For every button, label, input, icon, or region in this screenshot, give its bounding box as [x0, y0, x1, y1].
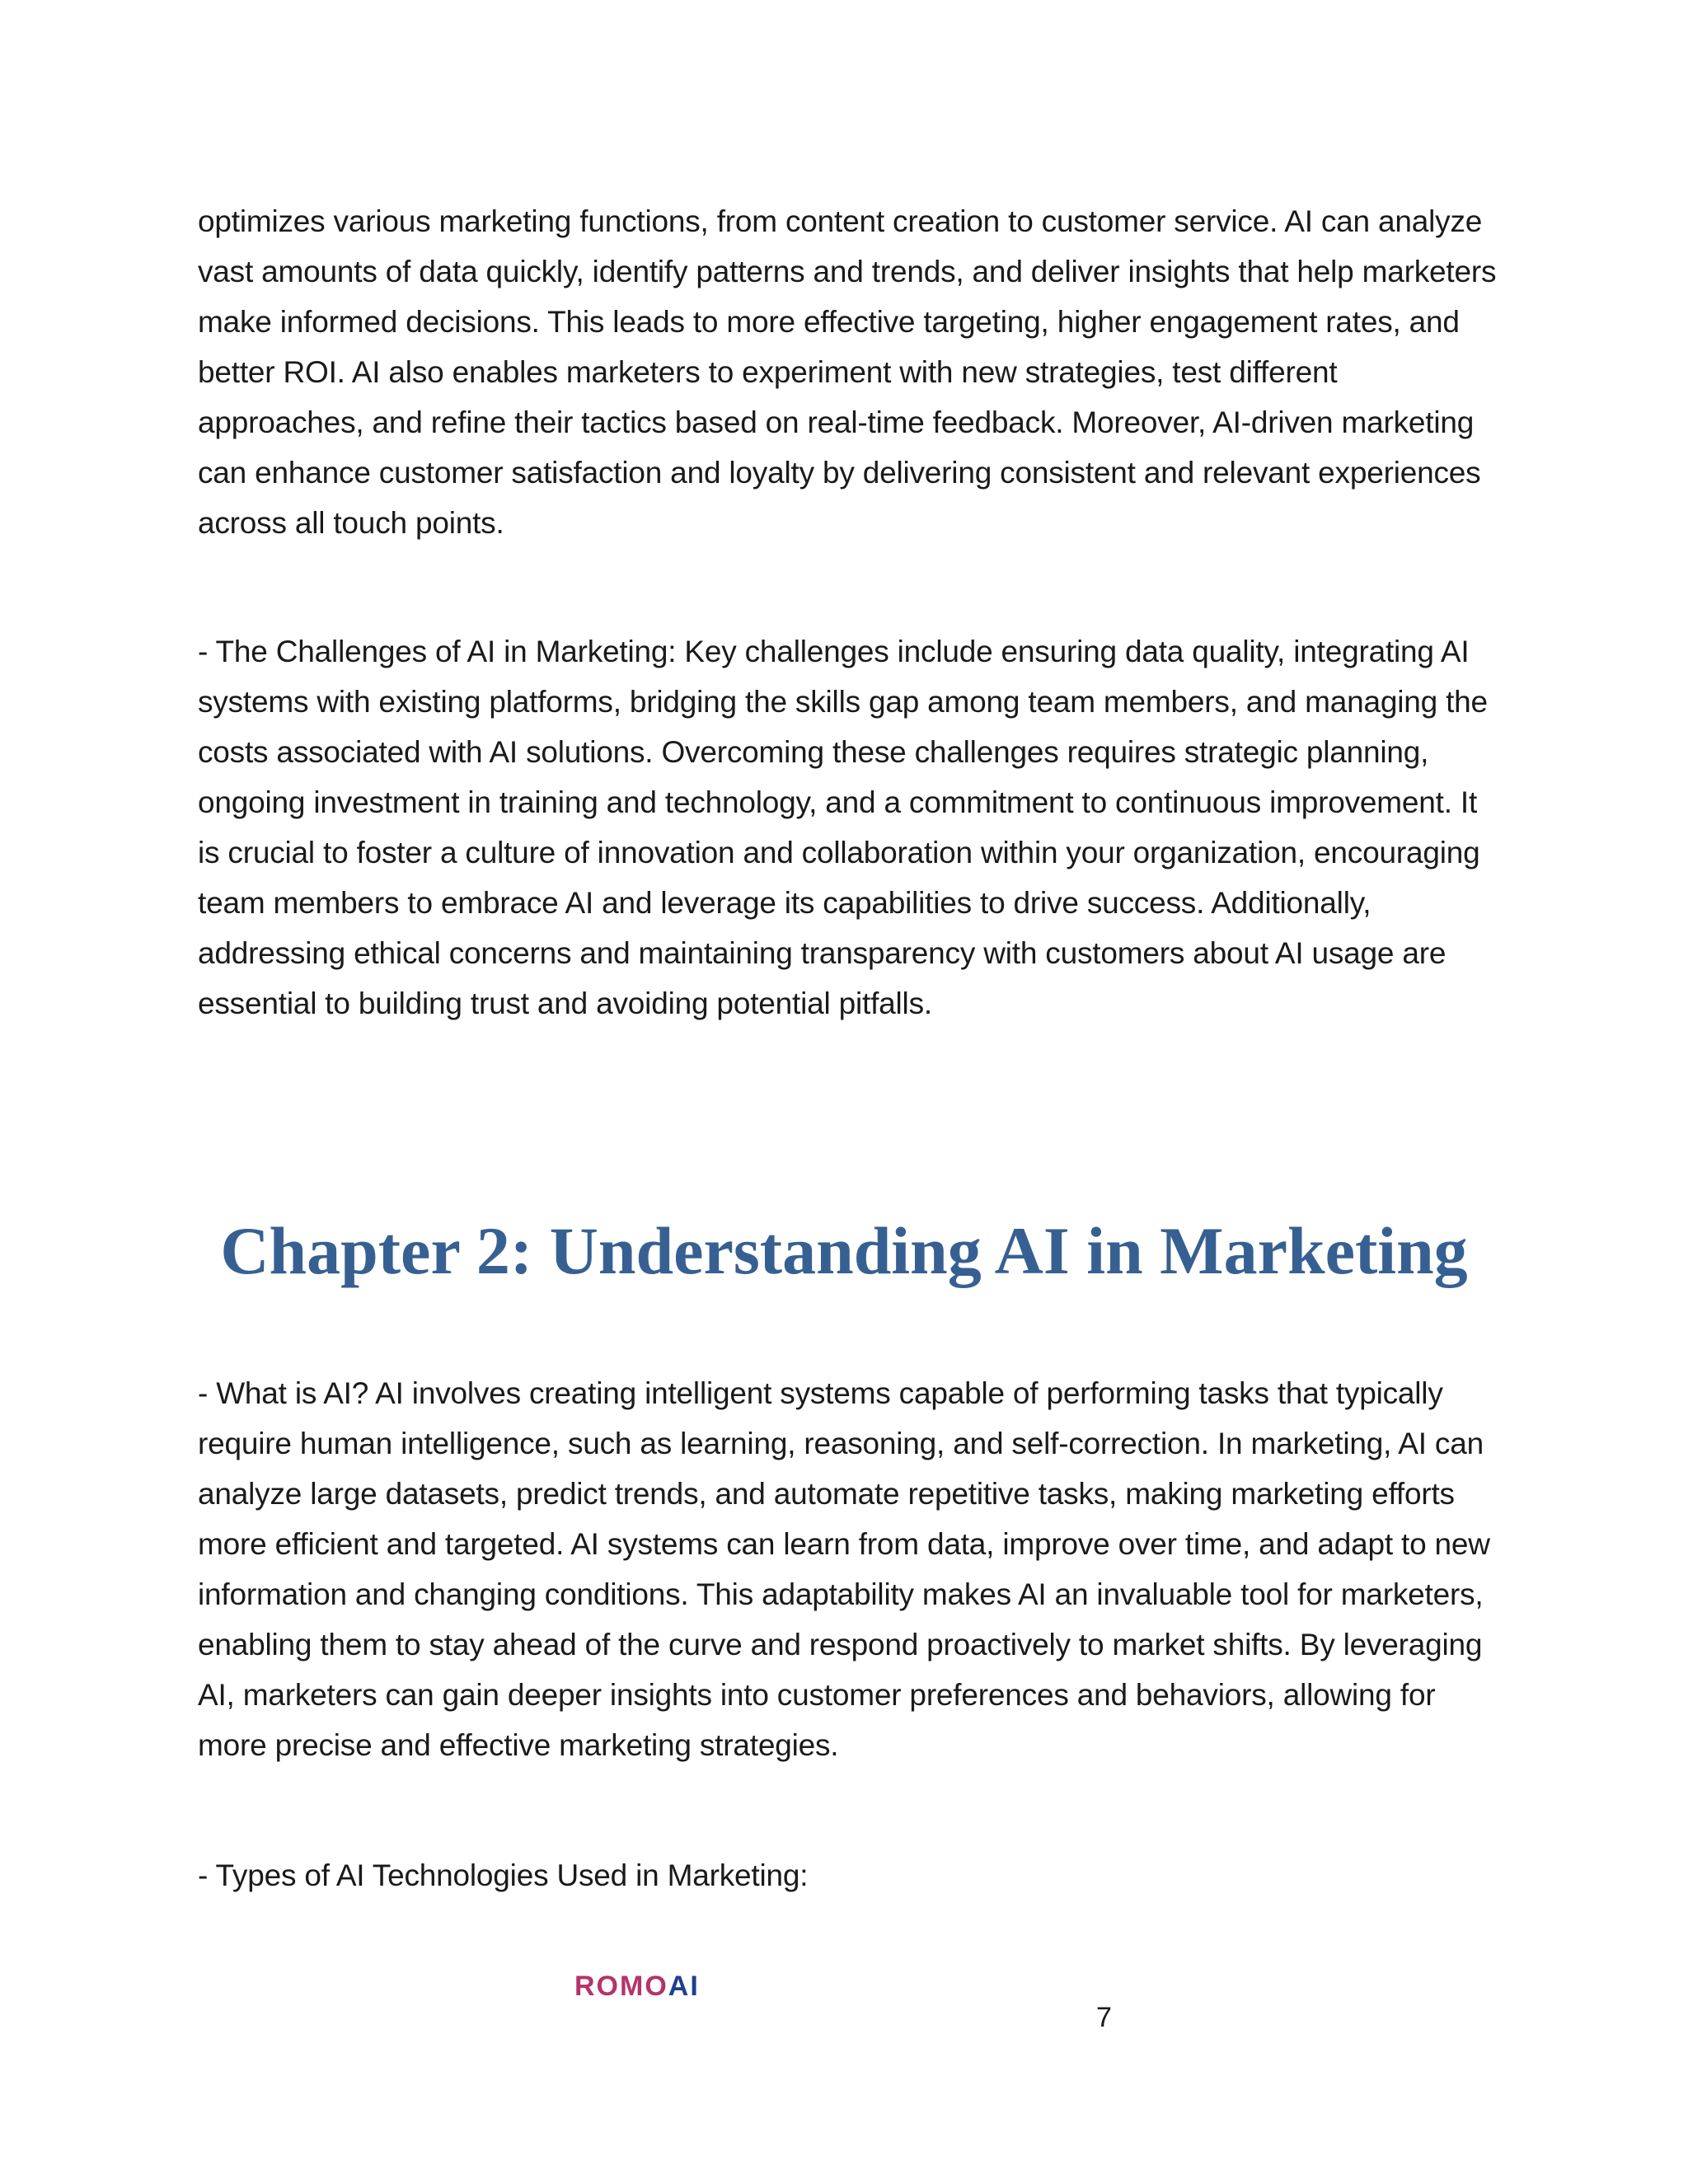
- paragraph-ai-challenges: - The Challenges of AI in Marketing: Key challenges include ensuring data quality, integrating AI systems with existing platforms, bridging the skills gap among team members, and managing the costs associated with AI solutions. Overcoming these challenges requires strategic planning, ongoing investment in training and technology, and a commitment to continuous improvement. It is crucial to foster a culture of innovation and collaboration within your organization, encouraging team members to embrace AI and leverage its capabilities to drive success. Additionally, addressing ethical concerns and maintaining transparency with customers about AI usage are essential to building trust and avoiding potential pitfalls.: [198, 635, 1488, 1020]
- paragraph-what-is-ai: - What is AI? AI involves creating intelligent systems capable of performing tasks that typically require human intelligence, such as learning, reasoning, and self-correction. In marketing, AI can analyze large datasets, predict trends, and automate repetitive tasks, making marketing efforts more efficient and targeted. AI systems can learn from data, improve over time, and adapt to new information and changing conditions. This adaptability makes AI an invaluable tool for marketers, enabling them to stay ahead of the curve and respond proactively to market shifts. By leveraging AI, marketers can gain deeper insights into customer preferences and behaviors, allowing for more precise and effective marketing strategies.: [198, 1376, 1490, 1762]
- logo-text-romo: ROMO: [574, 1971, 668, 2002]
- romoai-logo: [574, 1970, 700, 2003]
- paragraph-types-of-ai: - Types of AI Technologies Used in Marketing:: [198, 1858, 809, 1892]
- page-number: 7: [1096, 2002, 1112, 2033]
- paragraph-ai-benefits: optimizes various marketing functions, from content creation to customer service. AI can analyze vast amounts of data quickly, identify patterns and trends, and deliver insights that help marketers make informed decisions. This leads to more effective targeting, higher engagement rates, and better ROI. AI also enables marketers to experiment with new strategies, test different approaches, and refine their tactics based on real-time feedback. Moreover, AI-driven marketing can enhance customer satisfaction and loyalty by delivering consistent and relevant experiences across all touch points.: [198, 204, 1497, 540]
- chapter-title: Chapter 2: Understanding AI in Marketing: [220, 1213, 1468, 1288]
- logo-text-ai: AI: [668, 1971, 700, 2002]
